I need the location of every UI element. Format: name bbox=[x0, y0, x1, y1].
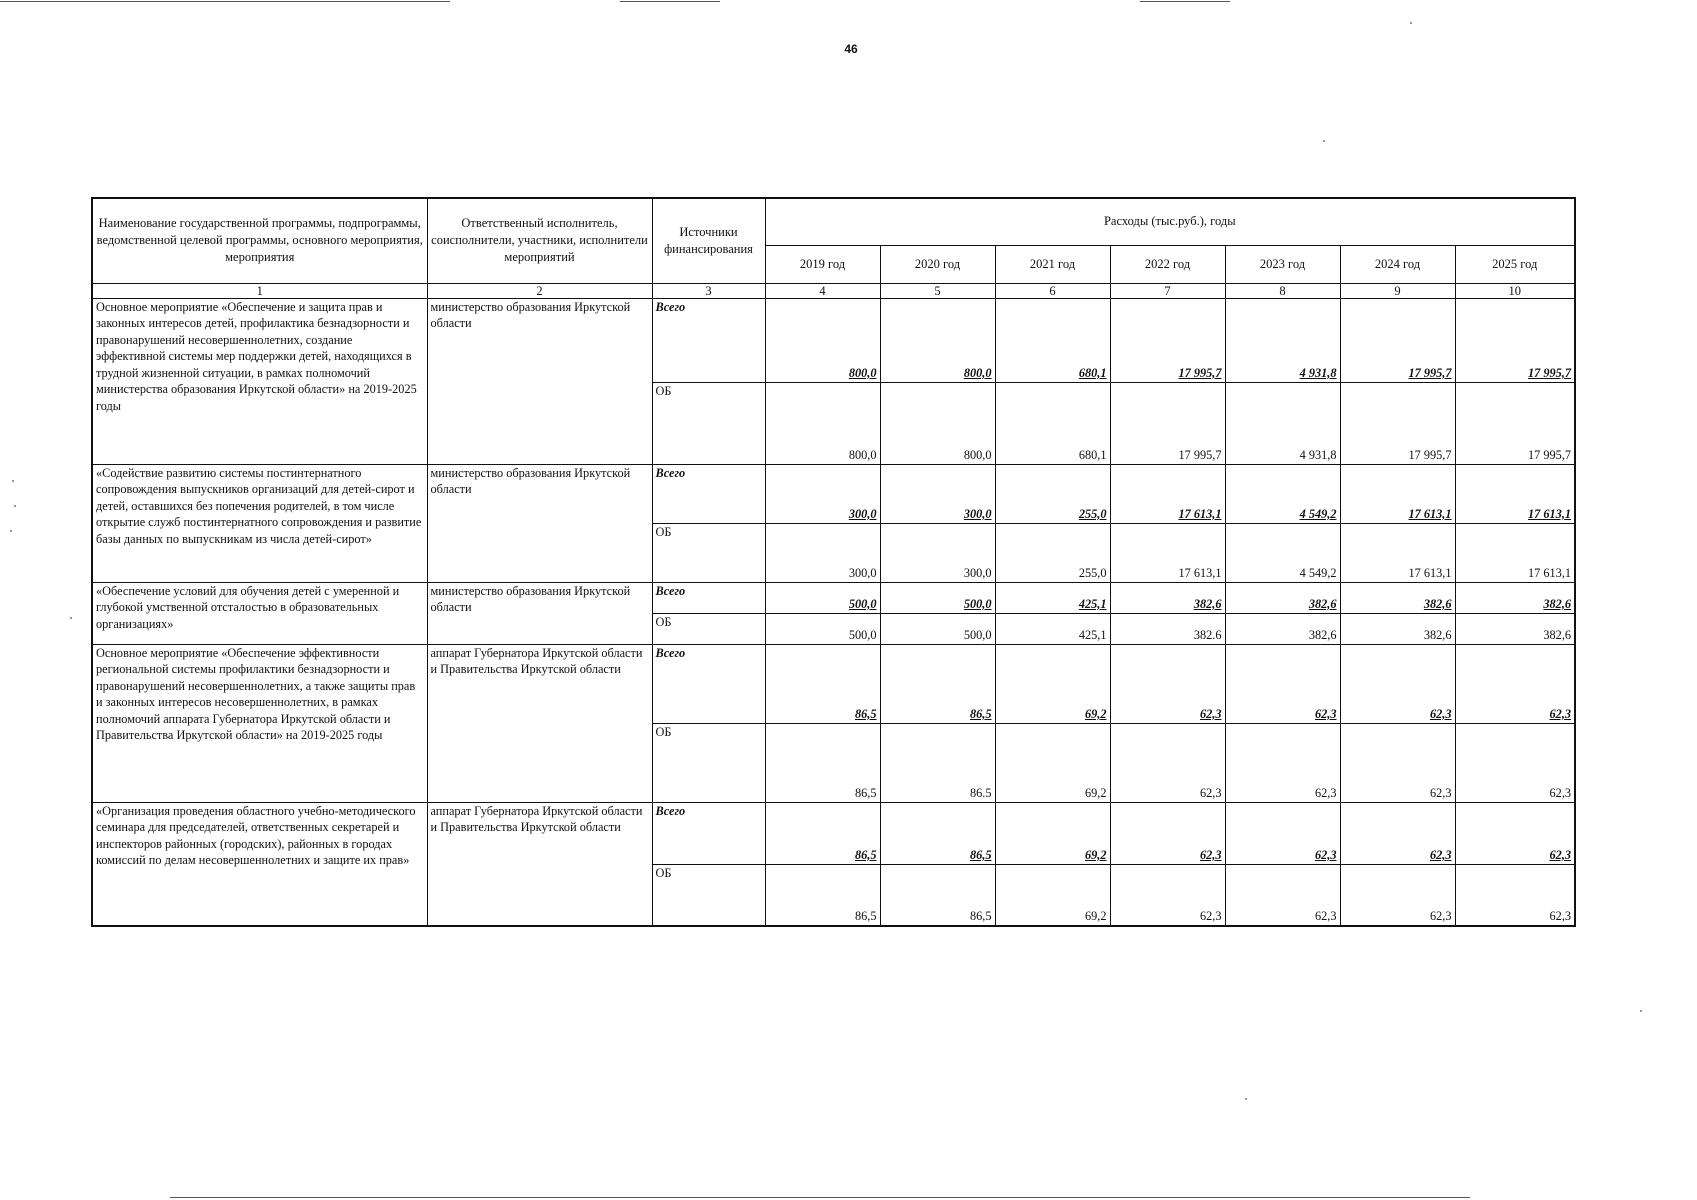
source-label-ob: ОБ bbox=[652, 723, 765, 802]
expense-value-ob: 300,0 bbox=[765, 523, 880, 582]
activity-name: Основное мероприятие «Обеспечение и защита прав и законных интересов детей, профилактика безнадзорности и правонарушений несовершеннолетних, создание эффективной системы мер поддержки детей, находящихся в трудной жизненной ситуации, в рамках полномочий министерства образования Иркутской области» на 2019-2025 годы bbox=[92, 298, 427, 464]
column-number: 3 bbox=[652, 283, 765, 298]
expense-value-total: 4 549,2 bbox=[1225, 464, 1340, 523]
expense-value-total: 62,3 bbox=[1225, 802, 1340, 864]
expenses-table bbox=[91, 197, 1576, 927]
header-executor: Ответственный исполнитель, соисполнители, участники, исполнители мероприятий bbox=[427, 198, 652, 283]
header-year: 2023 год bbox=[1225, 245, 1340, 283]
column-number: 4 bbox=[765, 283, 880, 298]
expense-value-ob: 255,0 bbox=[995, 523, 1110, 582]
expense-value-ob: 4 931,8 bbox=[1225, 382, 1340, 464]
expense-value-ob: 800,0 bbox=[880, 382, 995, 464]
expense-value-ob: 500,0 bbox=[880, 613, 995, 644]
scan-speck bbox=[10, 530, 12, 532]
expense-value-total: 800,0 bbox=[765, 298, 880, 382]
source-label-total: Всего bbox=[652, 582, 765, 613]
expense-value-total: 17 995,7 bbox=[1455, 298, 1575, 382]
expense-value-total: 680,1 bbox=[995, 298, 1110, 382]
expense-value-ob: 17 995,7 bbox=[1340, 382, 1455, 464]
scan-speck bbox=[70, 617, 72, 619]
column-number: 9 bbox=[1340, 283, 1455, 298]
column-number-row bbox=[92, 283, 1575, 298]
header-year: 2020 год bbox=[880, 245, 995, 283]
expense-value-total: 62,3 bbox=[1455, 802, 1575, 864]
table-row-total bbox=[92, 644, 1575, 723]
scan-edge-line-top-left bbox=[0, 1, 450, 2]
expense-value-total: 500,0 bbox=[880, 582, 995, 613]
expense-value-ob: 680,1 bbox=[995, 382, 1110, 464]
column-number: 7 bbox=[1110, 283, 1225, 298]
expense-value-total: 500,0 bbox=[765, 582, 880, 613]
expense-value-ob: 425,1 bbox=[995, 613, 1110, 644]
expense-value-total: 17 995,7 bbox=[1340, 298, 1455, 382]
expense-value-ob: 300,0 bbox=[880, 523, 995, 582]
expense-value-total: 4 931,8 bbox=[1225, 298, 1340, 382]
executor-name: министерство образования Иркутской области bbox=[427, 464, 652, 582]
header-year: 2025 год bbox=[1455, 245, 1575, 283]
source-label-total: Всего bbox=[652, 298, 765, 382]
expense-value-total: 69,2 bbox=[995, 644, 1110, 723]
header-name: Наименование государственной программы, подпрограммы, ведомственной целевой программы, основного мероприятия, мероприятия bbox=[92, 198, 427, 283]
executor-name: министерство образования Иркутской области bbox=[427, 298, 652, 464]
expense-value-ob: 382.6 bbox=[1110, 613, 1225, 644]
scan-speck bbox=[12, 480, 14, 482]
scan-edge-line-top-mid bbox=[620, 1, 720, 2]
expense-value-total: 62,3 bbox=[1110, 802, 1225, 864]
source-label-ob: ОБ bbox=[652, 613, 765, 644]
source-label-ob: ОБ bbox=[652, 864, 765, 926]
table-row-total bbox=[92, 298, 1575, 382]
scan-speck bbox=[1410, 22, 1412, 24]
expense-value-total: 300,0 bbox=[765, 464, 880, 523]
column-number: 8 bbox=[1225, 283, 1340, 298]
expense-value-total: 800,0 bbox=[880, 298, 995, 382]
expense-value-total: 382,6 bbox=[1225, 582, 1340, 613]
expense-value-ob: 69,2 bbox=[995, 723, 1110, 802]
expense-value-ob: 62,3 bbox=[1340, 864, 1455, 926]
expense-value-total: 62,3 bbox=[1455, 644, 1575, 723]
expense-value-ob: 17 995,7 bbox=[1455, 382, 1575, 464]
source-label-total: Всего bbox=[652, 464, 765, 523]
scan-speck bbox=[1323, 140, 1325, 142]
column-number: 1 bbox=[92, 283, 427, 298]
expense-value-ob: 62,3 bbox=[1455, 864, 1575, 926]
expense-value-ob: 382,6 bbox=[1340, 613, 1455, 644]
source-label-ob: ОБ bbox=[652, 523, 765, 582]
expense-value-total: 17 613,1 bbox=[1340, 464, 1455, 523]
expense-value-ob: 86,5 bbox=[765, 864, 880, 926]
source-label-total: Всего bbox=[652, 644, 765, 723]
expense-value-total: 382,6 bbox=[1110, 582, 1225, 613]
expense-value-ob: 86,5 bbox=[765, 723, 880, 802]
expense-value-ob: 800,0 bbox=[765, 382, 880, 464]
table-body bbox=[92, 298, 1575, 926]
scan-edge-line-bottom bbox=[170, 1197, 1470, 1198]
executor-name: аппарат Губернатора Иркутской области и Правительства Иркутской области bbox=[427, 802, 652, 926]
expense-value-total: 62,3 bbox=[1340, 802, 1455, 864]
scan-speck bbox=[1245, 1098, 1247, 1100]
scan-speck bbox=[1640, 1010, 1642, 1012]
expense-value-total: 86,5 bbox=[880, 802, 995, 864]
activity-name: «Обеспечение условий для обучения детей с умеренной и глубокой умственной отсталостью в образовательных организациях» bbox=[92, 582, 427, 644]
header-year: 2019 год bbox=[765, 245, 880, 283]
expense-value-total: 69,2 bbox=[995, 802, 1110, 864]
source-label-total: Всего bbox=[652, 802, 765, 864]
table-row-total bbox=[92, 582, 1575, 613]
header-year: 2022 год bbox=[1110, 245, 1225, 283]
activity-name: Основное мероприятие «Обеспечение эффективности региональной системы профилактики безнадзорности и правонарушений несовершеннолетних, а также защиты прав и законных интересов несовершеннолетних, в рамках полномочий аппарата Губернатора Иркутской области и Правительства Иркутской области» на 2019-2025 годы bbox=[92, 644, 427, 802]
expense-value-total: 62,3 bbox=[1225, 644, 1340, 723]
executor-name: министерство образования Иркутской области bbox=[427, 582, 652, 644]
expense-value-total: 382,6 bbox=[1455, 582, 1575, 613]
expense-value-ob: 69,2 bbox=[995, 864, 1110, 926]
header-year: 2021 год bbox=[995, 245, 1110, 283]
expense-value-total: 255,0 bbox=[995, 464, 1110, 523]
scan-speck bbox=[14, 505, 16, 507]
activity-name: «Организация проведения областного учебно-методического семинара для председателей, ответственных секретарей и инспекторов районных (городских), районных в городах комиссий по делам несовершеннолетних и защите их прав» bbox=[92, 802, 427, 926]
expense-value-ob: 500,0 bbox=[765, 613, 880, 644]
source-label-ob: ОБ bbox=[652, 382, 765, 464]
expense-value-ob: 17 613,1 bbox=[1340, 523, 1455, 582]
expense-value-total: 382,6 bbox=[1340, 582, 1455, 613]
expense-value-ob: 62,3 bbox=[1225, 723, 1340, 802]
expense-value-total: 17 613,1 bbox=[1110, 464, 1225, 523]
expense-value-total: 86,5 bbox=[765, 644, 880, 723]
expense-value-total: 86,5 bbox=[880, 644, 995, 723]
expense-value-total: 17 613,1 bbox=[1455, 464, 1575, 523]
page-number: 46 bbox=[844, 42, 858, 56]
expense-value-ob: 62,3 bbox=[1340, 723, 1455, 802]
expense-value-ob: 62,3 bbox=[1110, 864, 1225, 926]
expense-value-total: 17 995,7 bbox=[1110, 298, 1225, 382]
header-year: 2024 год bbox=[1340, 245, 1455, 283]
column-number: 6 bbox=[995, 283, 1110, 298]
expense-value-ob: 62,3 bbox=[1225, 864, 1340, 926]
expense-value-ob: 62,3 bbox=[1110, 723, 1225, 802]
column-number: 10 bbox=[1455, 283, 1575, 298]
expense-value-ob: 62,3 bbox=[1455, 723, 1575, 802]
expense-value-ob: 17 995,7 bbox=[1110, 382, 1225, 464]
column-number: 2 bbox=[427, 283, 652, 298]
table-row-total bbox=[92, 802, 1575, 864]
expense-value-total: 62,3 bbox=[1110, 644, 1225, 723]
expense-value-total: 62,3 bbox=[1340, 644, 1455, 723]
expense-value-ob: 4 549,2 bbox=[1225, 523, 1340, 582]
header-expenses: Расходы (тыс.руб.), годы bbox=[765, 198, 1575, 245]
expense-value-total: 86,5 bbox=[765, 802, 880, 864]
expense-value-total: 300,0 bbox=[880, 464, 995, 523]
expense-value-total: 425,1 bbox=[995, 582, 1110, 613]
activity-name: «Содействие развитию системы постинтернатного сопровождения выпускников организаций для детей-сирот и детей, оставшихся без попечения родителей, в том числе открытие служб постинтернатного сопровождения и развитие базы данных по выпускникам из числа детей-сирот» bbox=[92, 464, 427, 582]
column-number: 5 bbox=[880, 283, 995, 298]
expense-value-ob: 86.5 bbox=[880, 723, 995, 802]
expense-value-ob: 17 613,1 bbox=[1455, 523, 1575, 582]
header-source: Источники финансирования bbox=[652, 198, 765, 283]
expense-value-ob: 382,6 bbox=[1455, 613, 1575, 644]
scan-edge-line-top-right bbox=[1140, 1, 1230, 2]
expense-value-ob: 17 613,1 bbox=[1110, 523, 1225, 582]
expense-value-ob: 382,6 bbox=[1225, 613, 1340, 644]
expense-value-ob: 86,5 bbox=[880, 864, 995, 926]
executor-name: аппарат Губернатора Иркутской области и Правительства Иркутской области bbox=[427, 644, 652, 802]
table-row-total bbox=[92, 464, 1575, 523]
